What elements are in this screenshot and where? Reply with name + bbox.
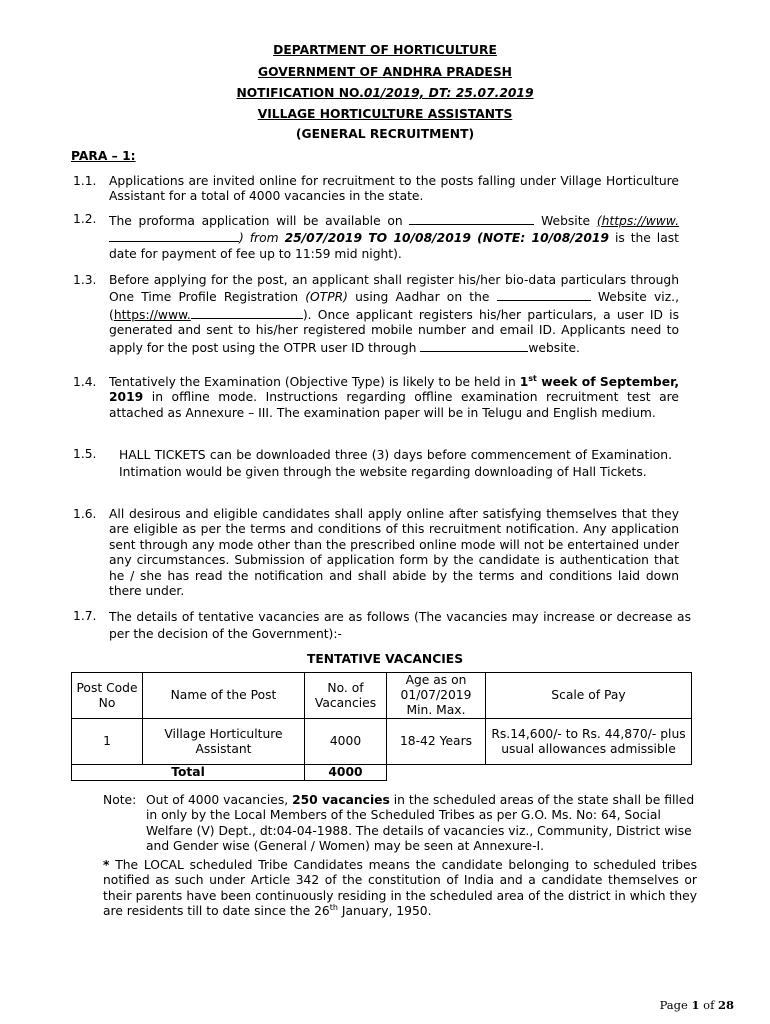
item-1-2-part: is the last date for payment of fee up to 11:59 mid night).: [109, 231, 679, 261]
item-1-4-part: Tentatively the Examination (Objective Type) is likely to be held in: [109, 375, 516, 389]
note-highlight: 250 vacancies: [292, 793, 390, 807]
notification-label: NOTIFICATION NO.: [236, 86, 364, 100]
item-number: 1.5.: [73, 447, 97, 461]
item-1-3-text: [109, 273, 679, 356]
item-number: 1.7.: [73, 609, 97, 623]
item-1-3-part: ). Once applicant registers his/her particulars, a user ID is generated and sent to his/her registered mobile number and email ID. Applicants need to apply for the post using the OTPR user ID through: [109, 307, 679, 355]
para-title: PARA – 1:: [71, 149, 136, 163]
header-post-name: Name of the Post: [143, 673, 305, 719]
asterisk: *: [103, 858, 110, 872]
blank-line: [409, 212, 534, 225]
item-1-2-part: Website: [541, 214, 591, 228]
website-link[interactable]: https://www.: [113, 307, 191, 322]
item-1-3-part: Before applying for the post, an applicant shall register his/her bio-data particulars through One Time Profile Registration: [109, 273, 679, 305]
item-1-5-text: HALL TICKETS can be downloaded three (3) days before commencement of Examination. Intimation would be given through the website regarding downloading of Hall Tickets.: [119, 448, 672, 479]
table-total-row: [72, 765, 692, 781]
department-heading: DEPARTMENT OF HORTICULTURE: [273, 43, 497, 57]
website-link[interactable]: (https://www.: [596, 214, 679, 228]
total-value: 4000: [305, 765, 387, 781]
item-number: 1.1.: [73, 174, 97, 188]
government-heading: GOVERNMENT OF ANDHRA PRADESH: [258, 65, 512, 79]
exam-week: 1st week of September, 2019: [109, 373, 679, 405]
item-1-4-part: in offline mode. Instructions regarding offline examination recruitment test are attached as Annexure – III. The examination paper will be in Telugu and English medium.: [109, 390, 679, 420]
blank-line: [497, 288, 591, 301]
cell-pay-scale: Rs.14,600/- to Rs. 44,870/- plus usual allowances admissible: [486, 719, 692, 765]
header-pay-scale: Scale of Pay: [486, 673, 692, 719]
total-label: Total: [72, 765, 305, 781]
recruitment-type-heading: (GENERAL RECRUITMENT): [295, 127, 475, 141]
vacancies-table: [71, 672, 692, 781]
item-number: 1.6.: [73, 507, 97, 521]
blank-line: [420, 339, 528, 352]
notification-heading: [0, 86, 770, 101]
item-1-2-part: ) from: [239, 231, 279, 246]
post-heading: VILLAGE HORTICULTURE ASSISTANTS: [257, 107, 513, 121]
item-1-2-text: [109, 212, 679, 262]
note-label: Note:: [103, 793, 137, 807]
page-number: Page 1 of 28: [659, 998, 734, 1012]
cell-post-name: Village Horticulture Assistant: [143, 719, 305, 765]
blank-line: [191, 306, 303, 319]
note-text: Out of 4000 vacancies, 250 vacancies in the scheduled areas of the state shall be filled in only by the Local Members of the Scheduled Tribes as per G.O. Ms. No: 64, Social Welfare (V) Dept., dt:04-04-1988. The details of vacancies viz., Community, District wise and Gender wise (General / Women) may be seen at Annexure-I.: [146, 793, 695, 854]
header-age: Age as on 01/07/2019 Min. Max.: [387, 673, 486, 719]
item-1-6-text: All desirous and eligible candidates shall apply online after satisfying themselves that they are eligible as per the terms and conditions of this recruitment notification. Any application sent through any mode other than the prescribed online mode will not be entertained under any circumstances. Submission of application form by the candidate is authentication that he / she has read the notification and shall abide by the terms and conditions laid down there under.: [109, 507, 679, 599]
item-1-2-dates: 25/07/2019 TO 10/08/2019 (NOTE: 10/08/2019: [284, 231, 609, 246]
otpr-abbrev: (OTPR): [305, 290, 348, 305]
cell-post-code: 1: [72, 719, 143, 765]
item-number: 1.3.: [73, 273, 97, 287]
local-tribe-note: * The LOCAL scheduled Tribe Candidates means the candidate belonging to scheduled tribes notified as such under Article 342 of the constitution of India and a candidate themselves or their parents have been continuously residing in the scheduled area of the district in which they are residents till to date since the 26th January, 1950.: [103, 858, 697, 919]
header-post-code: Post Code No: [72, 673, 143, 719]
item-1-3-part: Website viz., (: [109, 290, 679, 322]
item-number: 1.2.: [73, 212, 97, 226]
table-header-row: [72, 673, 692, 719]
table-row: [72, 719, 692, 765]
item-1-4-text: [109, 375, 679, 421]
cell-age: 18-42 Years: [387, 719, 486, 765]
item-1-7-text: The details of tentative vacancies are as follows (The vacancies may increase or decrease as per the decision of the Government):-: [109, 610, 691, 641]
item-number: 1.4.: [73, 375, 97, 389]
item-1-3-part: website.: [528, 340, 580, 355]
header-vacancies: No. of Vacancies: [305, 673, 387, 719]
notification-number-date: 01/2019, DT: 25.07.2019: [363, 86, 534, 100]
item-1-1-text: Applications are invited online for recruitment to the posts falling under Village Horticulture Assistant for a total of 4000 vacancies in the state.: [109, 174, 679, 204]
item-1-2-part: The proforma application will be available on: [109, 214, 403, 228]
item-1-3-part: using Aadhar on the: [355, 290, 490, 305]
cell-vacancies: 4000: [305, 719, 387, 765]
blank-line: [109, 229, 239, 242]
table-title: TENTATIVE VACANCIES: [306, 652, 464, 666]
